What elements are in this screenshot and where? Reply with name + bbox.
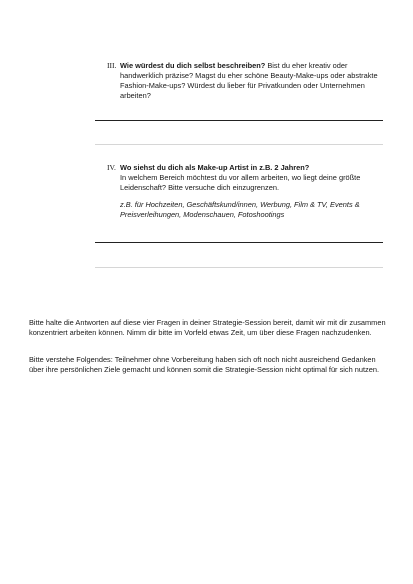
question-4: [107, 163, 387, 220]
answer-line: [95, 120, 383, 121]
question-number: IV.: [107, 163, 116, 172]
answer-line-secondary: [95, 144, 383, 145]
question-body: [120, 163, 387, 220]
question-number: III.: [107, 61, 117, 70]
question-title: Wo siehst du dich als Make-up Artist in z.B. 2 Jahren?: [120, 163, 310, 172]
question-text: In welchem Bereich möchtest du vor allem arbeiten, wo liegt deine größte Leidenschaft? Bitte versuche dich einzugrenzen.: [120, 173, 361, 192]
question-3: [107, 61, 387, 101]
question-body: [120, 61, 387, 101]
closing-paragraph-2: Bitte verstehe Folgendes: Teilnehmer ohne Vorbereitung haben sich oft noch nicht ausreichend Gedanken über ihre persönlichen Ziele gemacht und können somit die Strategie-Session nicht optimal für sich nutzen.: [29, 355, 380, 374]
question-text: Bist du eher kreativ oder handwerklich präzise? Magst du eher schöne Beauty-Make-ups oder abstrakte Fashion-Make-ups? Würdest du lieber für Privatkunden oder Unternehmen arbeiten?: [120, 61, 378, 100]
answer-line-secondary: [95, 267, 383, 268]
question-title: Wie würdest du dich selbst beschreiben?: [120, 61, 266, 70]
question-examples: z.B. für Hochzeiten, Geschäftskund/innen, Werbung, Film & TV, Events & Preisverleihungen, Modenschauen, Fotoshootings: [120, 200, 360, 219]
answer-line: [95, 242, 383, 243]
closing-paragraph-1: Bitte halte die Antworten auf diese vier Fragen in deiner Strategie-Session bereit, damit wir mit dir zusammen konzentriert arbeiten können. Nimm dir bitte im Vorfeld etwas Zeit, um über diese Fragen nachzudenken.: [29, 318, 386, 337]
